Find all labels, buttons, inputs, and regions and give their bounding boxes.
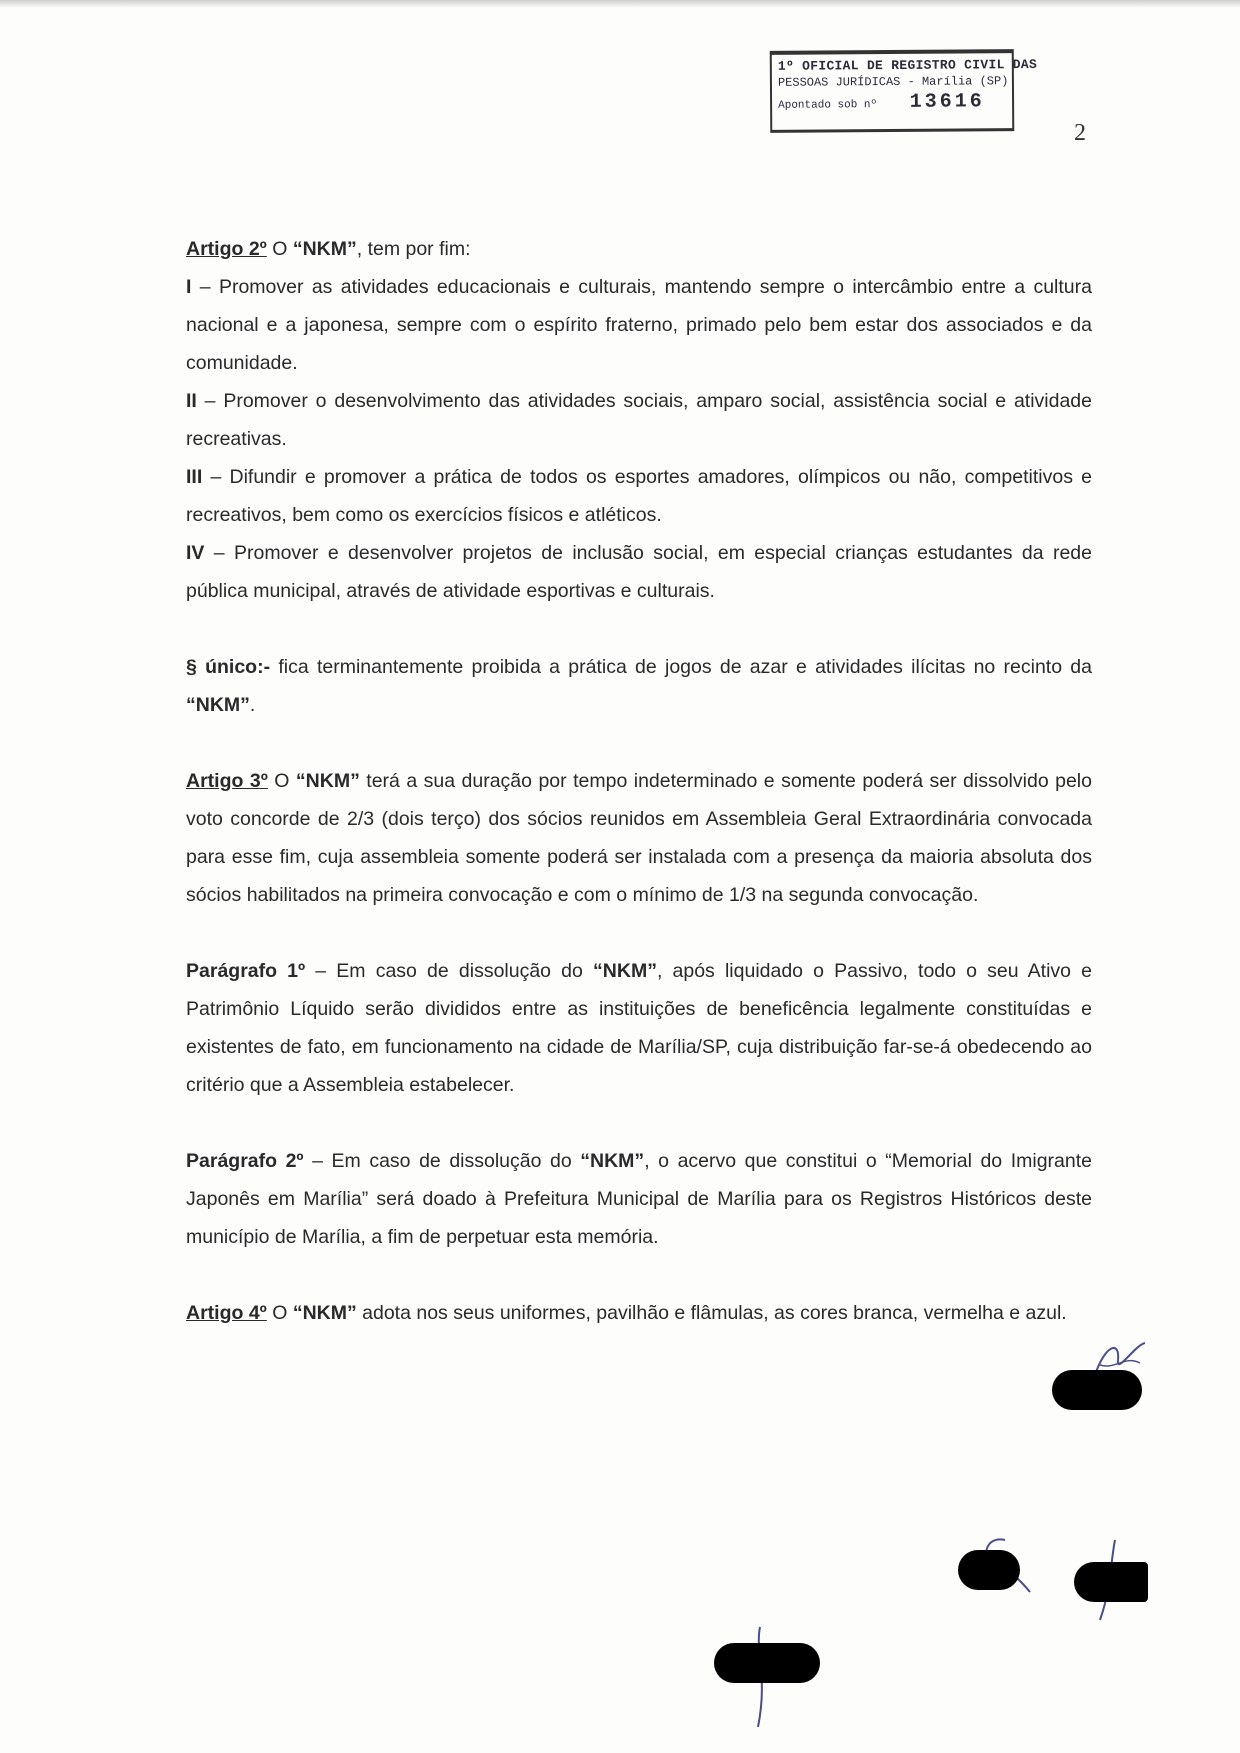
document-body [186,230,1092,1332]
paragrafo-1-text: , após liquidado o Passivo, todo o seu Ativo e Patrimônio Líquido serão divididos entre as instituições de beneficência legalmente constituídas e existentes de fato, em funcionamento na cidade de Marília/SP, cuja distribuição far-se-á obedecendo ao critério que a Assembleia estabelecer. [186,960,1092,1096]
artigo-3 [186,762,1092,914]
stamp-number: 13616 [909,90,985,114]
spacer [186,610,1092,648]
artigo-2-intro-pre: O [266,238,293,260]
paragrafo-2 [186,1142,1092,1256]
item-number: III [186,466,203,488]
item-number: II [186,390,197,412]
artigo-2-item-2 [186,382,1092,458]
paragrafo-unico [186,648,1092,724]
paragrafo-2-text: , o acervo que constitui o “Memorial do Imigrante Japonês em Marília” será doado à Prefeitura Municipal de Marília para os Registros Históricos deste município de Marília, a fim de perpetuar esta memória. [186,1150,1092,1248]
artigo-4-entity: “NKM” [292,1302,357,1324]
artigo-2-entity: “NKM” [292,238,357,260]
artigo-3-label: Artigo 3º [186,770,268,792]
redaction-block [1074,1562,1148,1602]
artigo-4-text-pre: O [266,1302,293,1324]
redaction-block [958,1550,1020,1590]
redaction-block [1052,1370,1142,1410]
item-text: – Promover as atividades educacionais e culturais, mantendo sempre o intercâmbio entre a cultura nacional e a japonesa, sempre com o espírito fraterno, primado pelo bem estar dos associados e da comunidade. [186,276,1092,374]
item-text: – Promover e desenvolver projetos de inclusão social, em especial crianças estudantes da rede pública municipal, através de atividade esportivas e culturais. [186,542,1092,602]
spacer [186,914,1092,952]
artigo-2-item-3 [186,458,1092,534]
artigo-4-text: adota nos seus uniformes, pavilhão e flâmulas, as cores branca, vermelha e azul. [356,1302,1067,1324]
paragrafo-2-entity: “NKM” [580,1150,645,1172]
spacer [186,1104,1092,1142]
redaction-block [714,1643,820,1683]
paragrafo-2-text-pre: – Em caso de dissolução do [303,1150,581,1172]
registry-stamp [770,49,1038,133]
paragrafo-1-text-pre: – Em caso de dissolução do [305,960,594,982]
scan-edge-shadow [0,0,1240,8]
artigo-2-item-1 [186,268,1092,382]
artigo-2-intro-post: , tem por fim: [356,238,471,260]
item-number: IV [186,542,205,564]
page-number: 2 [1074,120,1086,146]
paragrafo-1-entity: “NKM” [593,960,657,982]
artigo-3-entity: “NKM” [295,770,360,792]
stamp-line-1: 1º OFICIAL DE REGISTRO CIVIL DAS [777,56,1038,74]
item-number: I [186,276,192,298]
paragrafo-unico-label: § único:- [186,656,271,678]
item-text: – Promover o desenvolvimento das atividades sociais, amparo social, assistência social e atividade recreativas. [186,390,1092,450]
artigo-4-label: Artigo 4º [186,1302,267,1324]
artigo-2-item-4 [186,534,1092,610]
paragrafo-unico-entity: “NKM” [186,694,250,716]
stamp-label: Apontado sob nº [778,99,878,112]
paragrafo-1-label: Parágrafo 1º [186,960,306,982]
paragrafo-unico-text: fica terminantemente proibida a prática de jogos de azar e atividades ilícitas no recinto da [270,656,1092,678]
artigo-2-heading [186,230,1092,268]
spacer [186,724,1092,762]
stamp-line-2: PESSOAS JURÍDICAS - Marília (SP) [777,74,1009,90]
paragrafo-1 [186,952,1092,1104]
artigo-3-text-pre: O [267,770,296,792]
artigo-4 [186,1294,1092,1332]
paragrafo-unico-text-end: . [249,694,256,716]
item-text: – Difundir e promover a prática de todos os esportes amadores, olímpicos ou não, competitivos e recreativos, bem como os exercícios físicos e atléticos. [186,466,1092,526]
artigo-2-label: Artigo 2º [186,238,267,260]
spacer [186,1256,1092,1294]
paragrafo-2-label: Parágrafo 2º [186,1150,304,1172]
stamp-line-3 [778,90,1006,115]
artigo-3-text: terá a sua duração por tempo indeterminado e somente poderá ser dissolvido pelo voto concorde de 2/3 (dois terço) dos sócios reunidos em Assembleia Geral Extraordinária convocada para esse fim, cuja assembleia somente poderá ser instalada com a presença da maioria absoluta dos sócios habilitados na primeira convocação e com o mínimo de 1/3 na segunda convocação. [186,770,1092,906]
